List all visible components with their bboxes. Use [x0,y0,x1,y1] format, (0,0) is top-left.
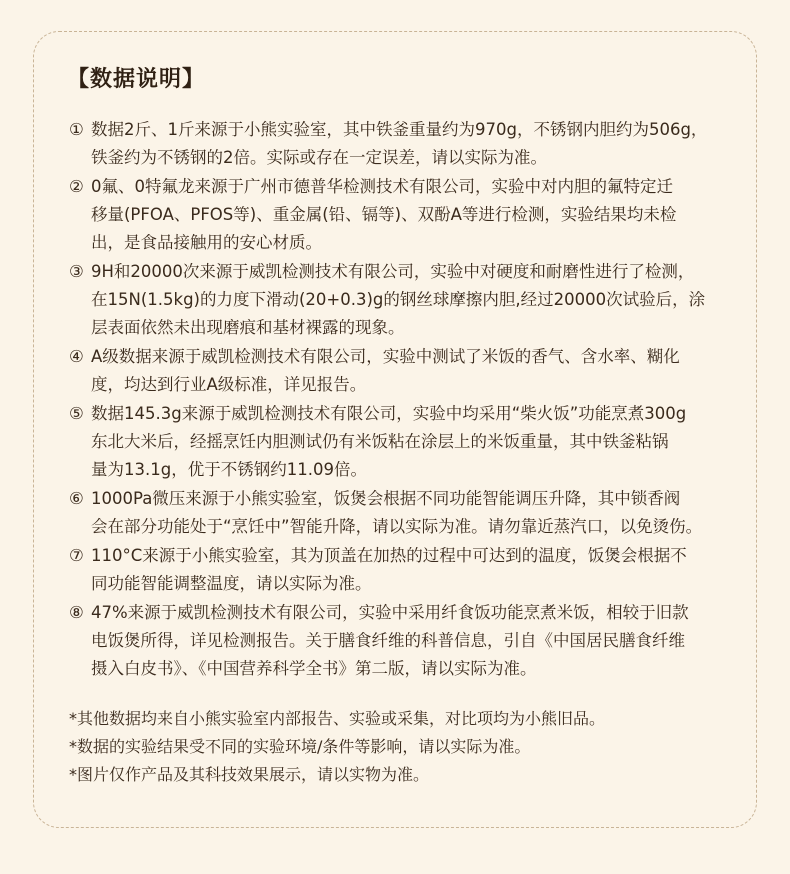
note-item-7 [69,542,739,598]
item-number: ⑦ [69,546,84,565]
item-text: 0氟、0特氟龙来源于广州市德普华检测技术有限公司，实验中对内胆的氟特定迁 移量(PFOA、PFOS等)、重金属(铅、镉等)、双酚A等进行检测，实验结果均未检 出，是食品接触用的安心材质。 [91,177,677,252]
item-text: 数据145.3g来源于威凯检测技术有限公司，实验中均采用“柴火饭”功能烹煮300g 东北大米后，经摇烹饪内胆测试仍有米饭粘在涂层上的米饭重量，其中铁釜粘锅 量为13.1g，优于不锈钢约11.09倍。 [91,404,687,479]
note-item-6 [69,485,739,541]
footnote: *图片仅作产品及其科技效果展示，请以实物为准。 [69,765,430,784]
item-text: A级数据来源于威凯检测技术有限公司，实验中测试了米饭的香气、含水率、糊化 度，均达到行业A级标准，详见报告。 [91,347,680,394]
section-title: 【数据说明】 [67,67,206,92]
note-item-4 [69,343,739,399]
footnotes [69,705,739,789]
item-text: 数据2斤、1斤来源于小熊实验室，其中铁釜重量约为970g，不锈钢内胆约为506g， 铁釜约为不锈钢的2倍。实际或存在一定误差，请以实际为准。 [91,120,708,167]
item-number: ⑤ [69,404,84,423]
data-notes-list [69,116,739,684]
item-text: 9H和20000次来源于威凯检测技术有限公司，实验中对硬度和耐磨性进行了检测， 在15N(1.5kg)的力度下滑动(20+0.3)g的钢丝球摩擦内胆,经过20000次试验后，涂 层表面依然未出现磨痕和基材裸露的现象。 [91,262,706,337]
item-number: ③ [69,262,84,281]
item-text: 110°C来源于小熊实验室，其为顶盖在加热的过程中可达到的温度，饭煲会根据不 同功能智能调整温度，请以实际为准。 [91,546,687,593]
item-number: ② [69,177,84,196]
item-number: ⑥ [69,489,84,508]
item-text: 1000Pa微压来源于小熊实验室，饭煲会根据不同功能智能调压升降，其中锁香阀 会在部分功能处于“烹饪中”智能升降，请以实际为准。请勿靠近蒸汽口，以免烫伤。 [91,489,703,536]
item-number: ⑧ [69,603,84,622]
item-number: ④ [69,347,84,366]
footnote: *其他数据均来自小熊实验室内部报告、实验或采集，对比项均为小熊旧品。 [69,709,606,728]
item-text: 47%来源于威凯检测技术有限公司，实验中采用纤食饭功能烹煮米饭，相较于旧款 电饭煲所得，详见检测报告。关于膳食纤维的科普信息，引自《中国居民膳食纤维 摄入白皮书》、《中国营养科学全书》第二版，请以实际为准。 [91,603,689,678]
note-item-5 [69,400,739,484]
note-item-8 [69,599,739,683]
footnote: *数据的实验结果受不同的实验环境/条件等影响，请以实际为准。 [69,737,531,756]
note-item-2 [69,173,739,257]
item-number: ① [69,120,84,139]
note-item-3 [69,258,739,342]
note-item-1 [69,116,739,172]
